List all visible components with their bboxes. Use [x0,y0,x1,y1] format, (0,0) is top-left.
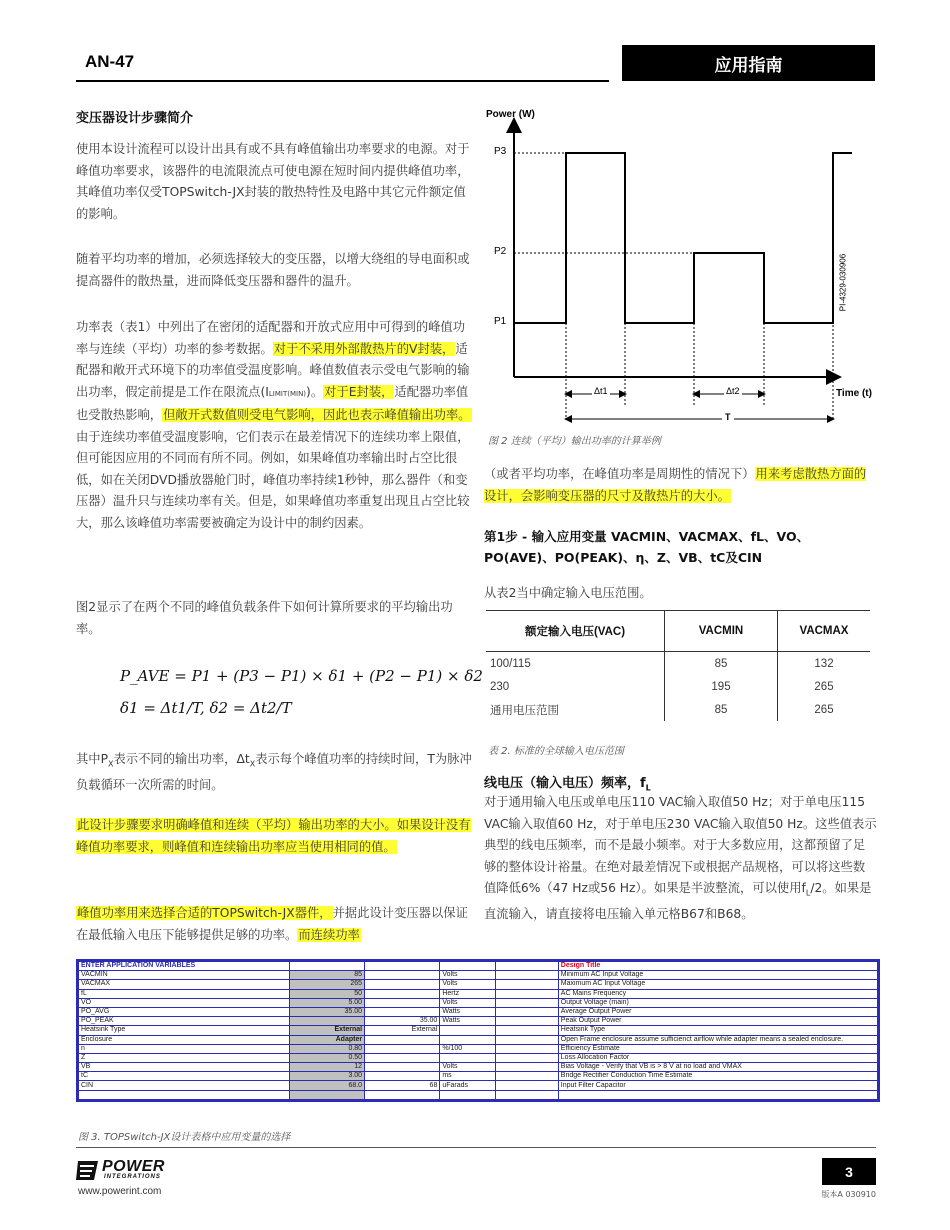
cell-value[interactable]: 85 [289,971,364,980]
cell-unit: Volts [440,998,495,1007]
continuous-power-paragraph: （或者平均功率，在峰值功率是周期性的情况下）用来考虑散热方面的设计，会影响变压器的尺寸及散热片的大小。 [484,467,867,503]
requirement-paragraph: 此设计步骤要求明确峰值和连续（平均）输出功率的大小。如果设计没有峰值功率要求，则峰值和连续输出功率应当使用相同的值。 [76,818,471,854]
page-number: 3 [822,1158,876,1185]
cell-extra [365,989,440,998]
website-link[interactable]: www.powerint.com [78,1186,162,1197]
level-p1: P1 [494,316,507,327]
cell-name: PO_AVG [79,1007,290,1016]
cell-name: Heatsink Type [79,1026,290,1035]
figure3-caption: 图 3. TOPSwitch-JX设计表格中应用变量的选择 [78,1132,291,1143]
cell-desc: Bridge Rectifier Conduction Time Estimate [558,1072,877,1081]
cell-name: VACMAX [79,980,290,989]
equation-average-power: P_AVE = P1 + (P3 − P1) × δ1 + (P2 − P1) × δ2 [120,667,483,685]
cell-value[interactable]: 68.0 [289,1081,364,1090]
cell-unit [440,1053,495,1062]
cell-desc: Heatsink Type [558,1026,877,1035]
cell-desc: Bias Voltage - Verify that VB is > 8 V at no load and VMAX [558,1063,877,1072]
cell-desc: Input Filter Capacitor [558,1081,877,1090]
table-row: 230 195 265 [486,675,870,698]
cell-unit: %/100 [440,1044,495,1053]
cell-extra [365,980,440,989]
table-header-vacmax: VACMAX [799,625,849,637]
cell-value[interactable]: 50 [289,989,364,998]
cell-desc: Minimum AC Input Voltage [558,971,877,980]
cell-desc: Average Output Power [558,1007,877,1016]
cell-name: VB [79,1063,290,1072]
level-p2: P2 [494,246,507,257]
cell-value[interactable]: Adapter [289,1035,364,1044]
cell-value[interactable]: 265 [289,980,364,989]
spreadsheet-row [79,1017,878,1026]
figure-id: PI-4329-030906 [838,253,848,312]
y-axis-label: Power (W) [486,109,535,120]
cell-value[interactable]: 0.80 [289,1044,364,1053]
cell-extra: 68 [365,1081,440,1090]
cell-name: PO_PEAK [79,1017,290,1026]
period-label: T [722,412,734,422]
doc-id: AN-47 [85,52,135,71]
line-frequency-paragraph: 对于通用输入电压或单电压110 VAC输入取值50 Hz；对于单电压115 VAC输入取值60 Hz，对于单电压230 VAC输入取值50 Hz。这些值表示典型的线电压频率，而不是最小频率。对于大多数应用，这都预留了足够的整体设计裕量。在绝对最差情况下或根据产品规格，可以将这些数值降低6%（47 Hz或56 Hz）。如果是半波整流，可以使用$f_L/2$。如果是直流输入，请直接将电压输入单元格B67和B68。 [484,795,877,921]
cell-desc: Peak Output Power [558,1017,877,1026]
cell-unit: Watts [440,1017,495,1026]
section-heading: 变压器设计步骤简介 [76,111,194,126]
table-header-vacmin: VACMIN [665,611,778,652]
cell-name: VO [79,998,290,1007]
spreadsheet-row [79,1063,878,1072]
cell-extra: 35.00 [365,1017,440,1026]
cell-extra [365,1044,440,1053]
cell-name: Enclosure [79,1035,290,1044]
peak-power-paragraph: 峰值功率用来选择合适的TOPSwitch-JX器件，并据此设计变压器以保证在最低输入电压下能够提供足够的功率。而连续功率 [76,906,468,942]
cell-value[interactable]: External [289,1026,364,1035]
table-row: 通用电压范围 85 265 [486,698,870,721]
table-reference: 从表2当中确定输入电压范围。 [484,586,652,600]
x-axis-label: Time (t) [836,388,872,399]
cell-unit [440,1035,495,1044]
input-voltage-table [486,610,870,721]
header-title: 应用指南 [622,45,875,81]
cell-extra [365,1063,440,1072]
footer-rule [76,1147,876,1148]
dt1-label: Δt1 [594,386,608,396]
spreadsheet-row [79,1007,878,1016]
cell-value[interactable] [289,1017,364,1026]
cell-unit: uFarads [440,1081,495,1090]
cell-unit [440,1026,495,1035]
table2-caption: 表 2. 标准的全球输入电压范围 [488,746,624,757]
application-variables-spreadsheet [76,959,880,1102]
cell-name: fL [79,989,290,998]
level-p3: P3 [494,146,507,157]
line-frequency-heading: 线电压（输入电压）频率，$f_L$ [484,776,651,793]
intro-paragraph: 使用本设计流程可以设计出具有或不具有峰值输出功率要求的电源。对于峰值功率要求，该器件的电流限流点可使电源在短时间内提供峰值功率，其峰值功率仅受TOPSwitch-JX封装的散热特性及电路中其它元件额定值的影响。 [76,142,470,221]
cell-desc: Open Frame enclosure assume sufficienct airflow while adapter means a sealed enclosure. [558,1035,877,1044]
step1-heading: 第1步 - 输入应用变量 VACMIN、VACMAX、fL、VO、PO(AVE)、PO(PEAK)、η、Z、VB、tC及CIN [484,529,810,565]
cell-unit: Volts [440,1063,495,1072]
cell-value[interactable]: 3.00 [289,1072,364,1081]
cell-unit: Watts [440,1007,495,1016]
cell-unit: Volts [440,971,495,980]
cell-desc: Maximum AC Input Voltage [558,980,877,989]
cell-name: n [79,1044,290,1053]
table-row: 100/115 85 132 [486,652,870,676]
cell-name: VACMIN [79,971,290,980]
figure2-caption: 图 2 连续（平均）输出功率的计算举例 [488,436,661,447]
spreadsheet-row [79,980,878,989]
cell-desc: Output Voltage (main) [558,998,877,1007]
cell-extra [365,1072,440,1081]
spreadsheet-row [79,998,878,1007]
power-integrations-logo: POWER INTEGRATIONS [76,1158,196,1188]
spreadsheet-row [79,1072,878,1081]
cell-extra: External [365,1026,440,1035]
figure2-pulse-chart [484,105,879,435]
spreadsheet-row [79,971,878,980]
spreadsheet-row [79,1035,878,1044]
cell-value[interactable]: 5.00 [289,998,364,1007]
table-header-voltage: 额定输入电压(VAC) [486,611,665,652]
cell-extra [365,971,440,980]
average-power-paragraph: 随着平均功率的增加，必须选择较大的变压器，以增大绕组的导电面积或提高器件的散热量，进而降低变压器和器件的温升。 [76,252,470,288]
power-waveform [514,153,852,323]
cell-extra [365,1007,440,1016]
header-rule [76,80,609,82]
cell-name: Z [79,1053,290,1062]
spreadsheet-title: ENTER APPLICATION VARIABLES [79,962,290,971]
power-table-paragraph: 功率表（表1）中列出了在密闭的适配器和开放式应用中可得到的峰值功率与连续（平均）功率的参考数据。对于不采用外部散热片的V封装，适配器和敞开式环境下的功率值受温度影响。峰值数值表示受电气影响的输出功率，假定前提是工作在限流点(ILIMIT(MIN))。对于E封装，适配器功率值也受散热影响，但敞开式数值则受电气影响，因此也表示峰值输出功率。由于连续功率值受温度影响，它们表示在最差情况下的连续功率上限值，但可能因应用的不同而有所不同。例如，如果峰值功率输出时占空比很低，如在关闭DVD播放器舱门时，峰值功率持续1秒钟，那么器件（和变压器）温升只与连续功率有关。但是，如果峰值功率重复出现且占空比较大，那么该峰值功率需要被确定为设计中的制约因素。 [76,320,471,530]
design-title: Design Title [558,962,877,971]
dt2-label: Δt2 [726,386,740,396]
spreadsheet-row [79,989,878,998]
cell-extra [365,1035,440,1044]
equation-duty: δ1 = Δt1/T, δ2 = Δt2/T [120,699,292,717]
cell-name: tC [79,1072,290,1081]
spreadsheet-row [79,1026,878,1035]
cell-extra [365,1053,440,1062]
cell-unit: Volts [440,980,495,989]
spreadsheet-row [79,1081,878,1090]
cell-unit: ms [440,1072,495,1081]
cell-value[interactable]: 0.50 [289,1053,364,1062]
cell-desc: Loss Allocation Factor [558,1053,877,1062]
spreadsheet-row [79,1053,878,1062]
figure2-reference: 图2显示了在两个不同的峰值负载条件下如何计算所要求的平均输出功率。 [76,600,453,636]
spreadsheet-row [79,1044,878,1053]
version-label: 版本A 030910 [821,1190,876,1199]
cell-unit: Hertz [440,989,495,998]
variable-definition: 其中$P_X$表示不同的输出功率，$\Delta t_X$表示每个峰值功率的持续时间，T为脉冲负载循环一次所需的时间。 [76,752,472,792]
cell-extra [365,998,440,1007]
cell-name: CIN [79,1081,290,1090]
cell-value[interactable]: 35.00 [289,1007,364,1016]
cell-desc: Efficiency Estimate [558,1044,877,1053]
cell-value[interactable]: 12 [289,1063,364,1072]
cell-desc: AC Mains Frequency [558,989,877,998]
